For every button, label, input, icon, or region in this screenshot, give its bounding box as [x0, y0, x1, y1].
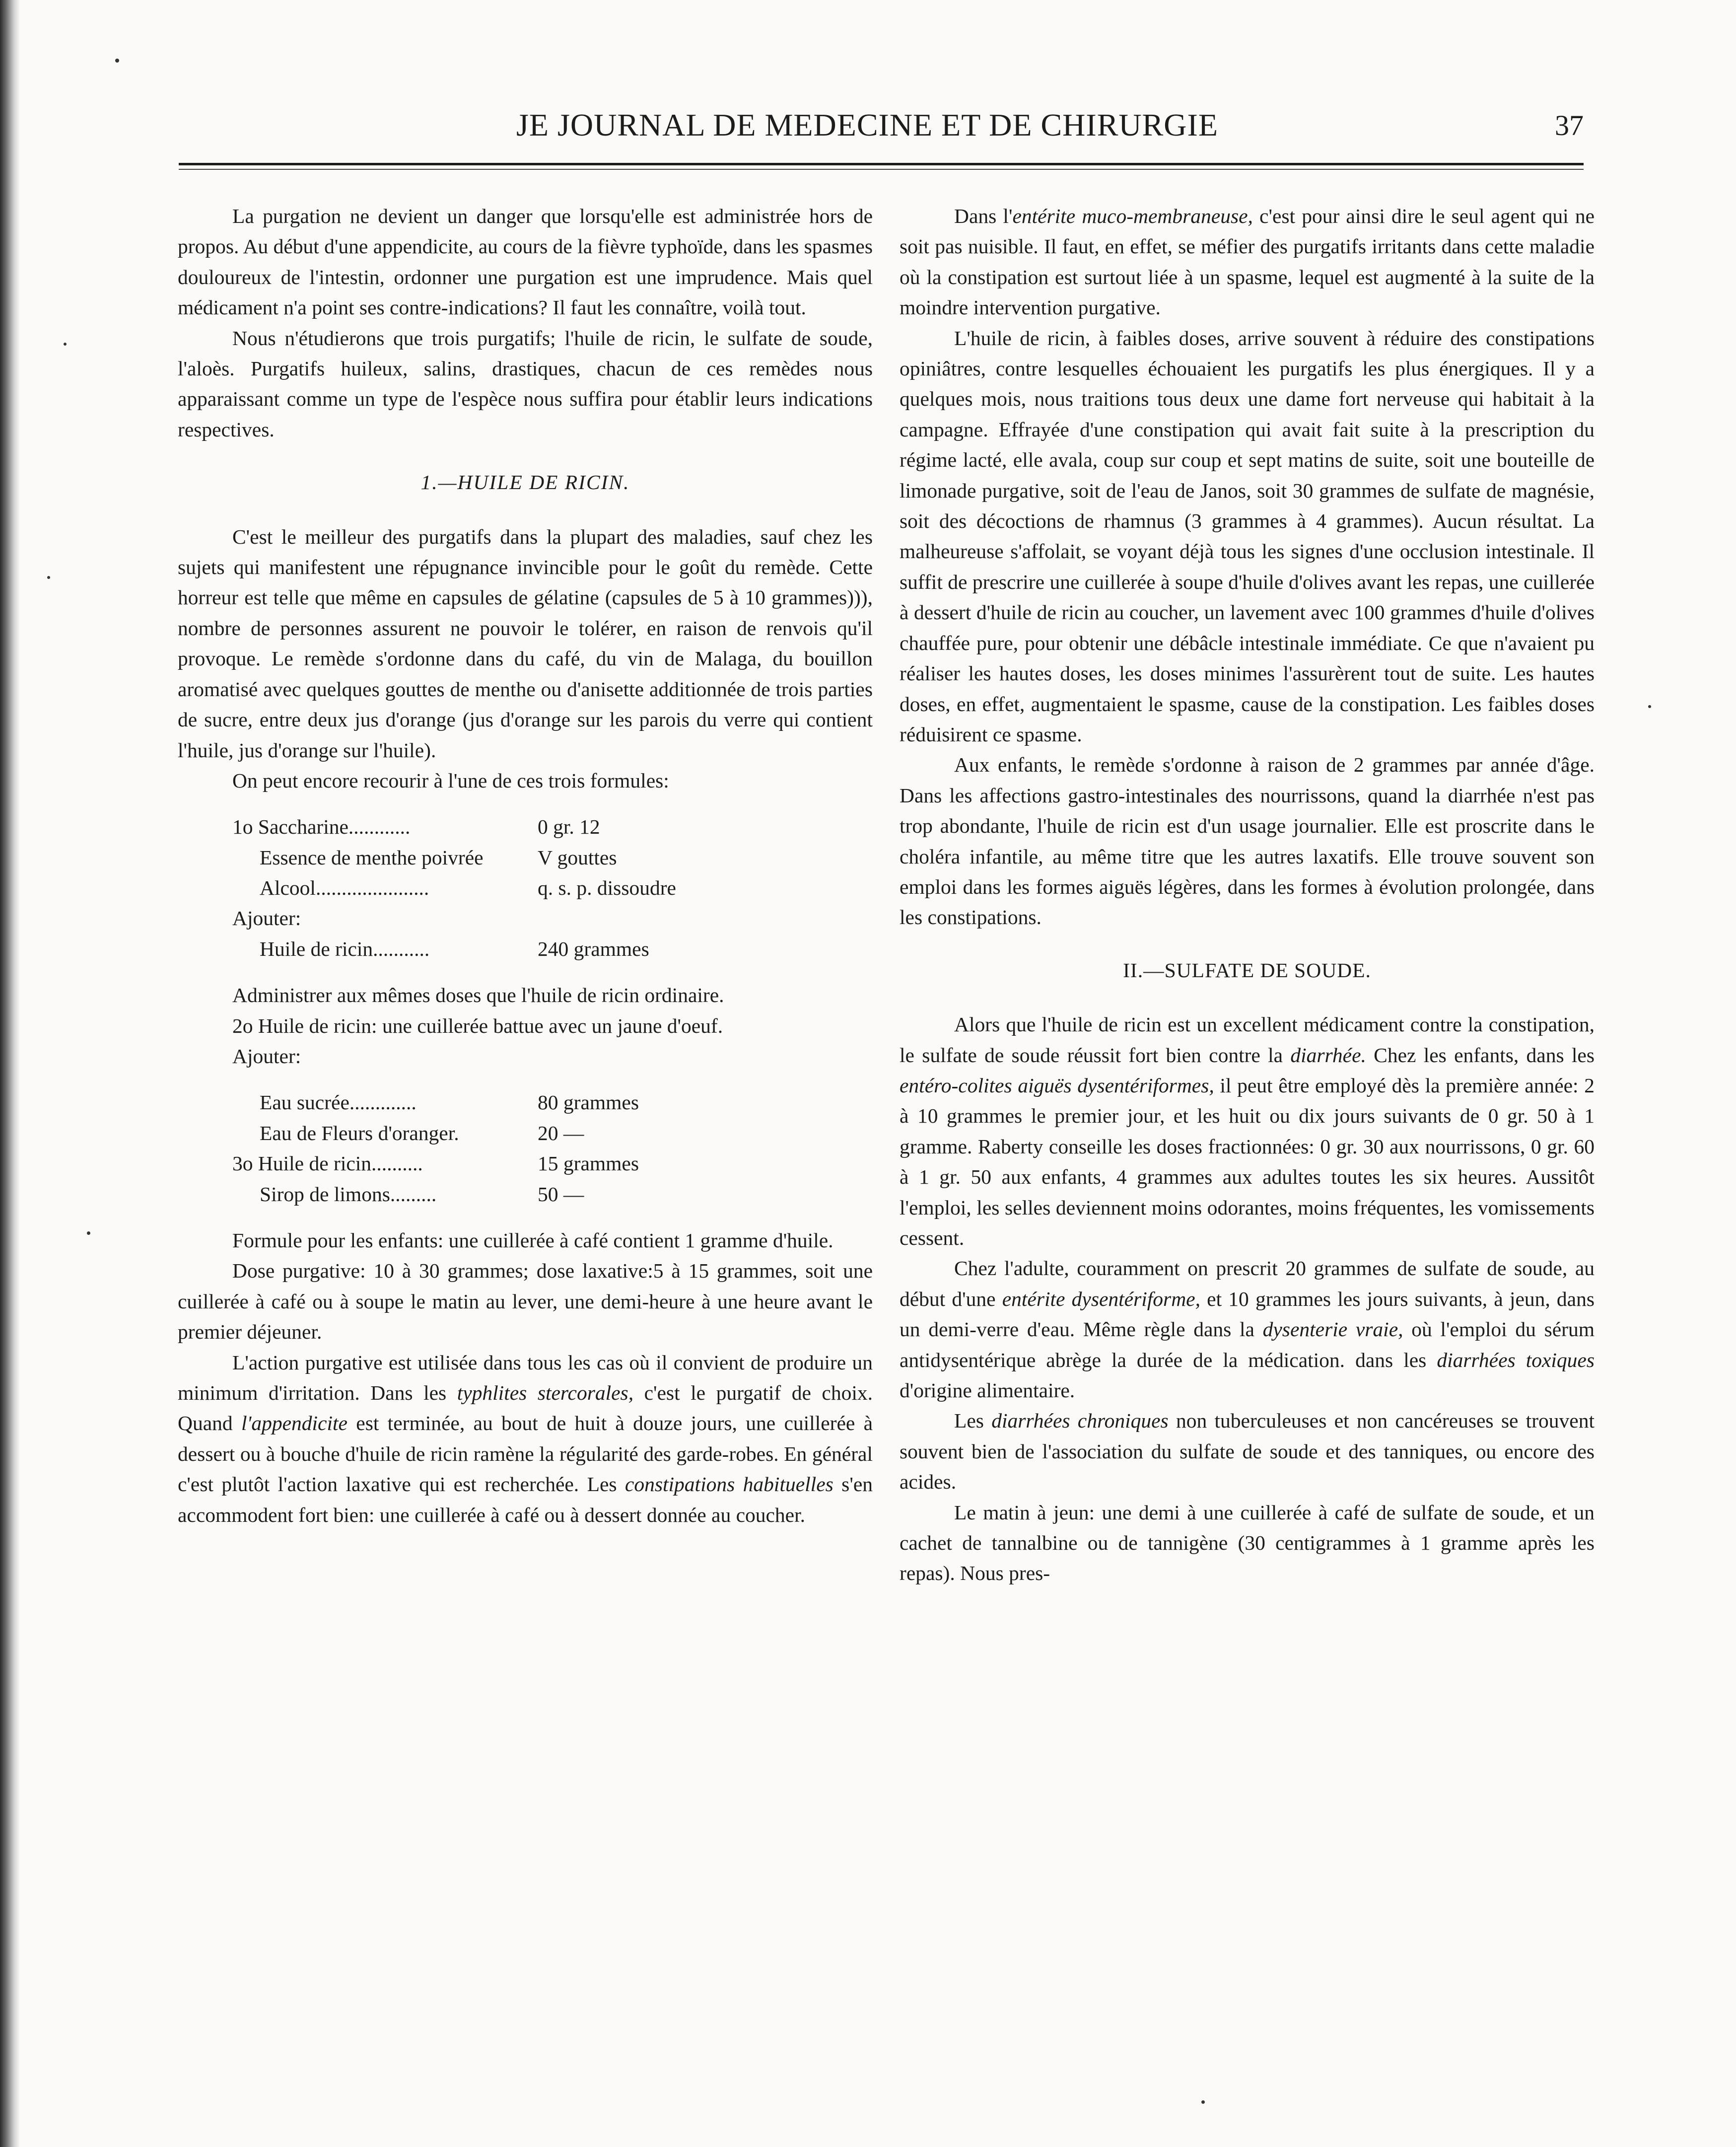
- italic-term: entérite muco-membraneuse,: [1012, 205, 1253, 227]
- right-column: [900, 201, 1595, 1589]
- formula-row: [178, 873, 873, 903]
- text-run: Dans l': [954, 205, 1013, 227]
- text-run: Alors que l'huile de ricin est un excellent médicament contre la constipation, le sulfate de soude réussit fort bien contre la: [900, 1013, 1595, 1067]
- italic-term: l'appendicite: [241, 1412, 347, 1435]
- paragraph: L'huile de ricin, à faibles doses, arrive souvent à réduire des constipations opiniâtres, contre lesquelles échouaient les purgatifs les plus énergiques. Il y a quelques mois, nous traitions tous deux une dame fort nerveuse qui habitait à la campagne. Effrayée d'une constipation qui avait fait suite à la prescription du régime lacté, elle avala, coup sur coup et sept matins de suite, soit une bouteille de limonade purgative, soit de l'eau de Janos, soit 30 grammes de sulfate de magnésie, soit des décoctions de rhamnus (3 grammes à 4 grammes). Aucun résultat. La malheureuse s'affolait, se voyant déjà tous les signes d'une occlusion intestinale. Il suffit de prescrire une cuillerée à soupe d'huile d'olives avant les repas, une cuillerée à dessert d'huile de ricin au coucher, un lavement avec 100 grammes d'huile d'olives chauffée pure, pour obtenir une débâcle intestinale immédiate. Ce que n'avaient pu réaliser les hautes doses, les doses minimes l'assurèrent tout de suite. Les hautes doses, en effet, augmentaient le spasme, cause de la constipation. Les faibles doses réduisirent ce spasme.: [900, 326, 1595, 746]
- formula-row: [178, 1148, 873, 1179]
- paragraph: Ajouter:: [232, 1045, 301, 1068]
- paragraph: Formule pour les enfants: une cuillerée à café contient 1 gramme d'huile.: [232, 1229, 833, 1252]
- scan-speck: [115, 59, 119, 63]
- running-title: JE JOURNAL DE MEDECINE ET DE CHIRURGIE: [516, 107, 1218, 143]
- formula-quantity: 20 —: [538, 1121, 584, 1145]
- formula-instruction: Ajouter:: [232, 907, 301, 930]
- paragraph: [900, 1253, 1595, 1406]
- paragraph: Aux enfants, le remède s'ordonne à raison de 2 grammes par année d'âge. Dans les affections gastro-intestinales des nourrissons, quand la diarrhée n'est pas trop abondante, l'huile de ricin est d'un usage journalier. Elle est proscrite dans le choléra infantile, au même titre que les autres laxatifs. Elle trouve souvent son emploi dans les formes aiguës légères, dans les formes à évolution prolongée, dans les constipations.: [900, 753, 1595, 929]
- formula-row: [178, 1118, 873, 1148]
- formula-ingredient: Huile de ricin...........: [260, 937, 430, 960]
- scan-binding-shadow: [0, 0, 20, 2147]
- formula-quantity: 80 grammes: [538, 1091, 639, 1114]
- italic-term: dysenterie vraie,: [1262, 1318, 1403, 1341]
- formula-row: [178, 1179, 873, 1210]
- text-run: L'action purgative est utilisée dans tous les cas où il convient de produire un minimum d'irritation. Dans les: [178, 1351, 873, 1405]
- paragraph: On peut encore recourir à l'une de ces trois formules:: [232, 769, 669, 792]
- header-rule-thin: [179, 169, 1584, 170]
- text-run: c'est le purgatif de choix. Quand: [178, 1381, 873, 1435]
- paragraph: Le matin à jeun: une demi à une cuillerée à café de sulfate de soude, et un cachet de tannalbine ou de tannigène (30 centigrammes à 1 gramme après les repas). Nous pres-: [900, 1501, 1595, 1585]
- formula-quantity: 15 grammes: [538, 1152, 639, 1175]
- formula-row: [178, 812, 873, 842]
- scan-speck: [1648, 705, 1651, 708]
- text-run: est terminée, au bout de huit à douze jours, une cuillerée à dessert ou à bouche d'huile de ricin ramène la régularité des garde-robes. En général c'est plutôt l'action laxative qui est recherchée. Les: [178, 1412, 873, 1496]
- text-run: d'origine alimentaire.: [900, 1379, 1075, 1402]
- text-run: où l'emploi du sérum antidysentérique abrège la durée de la médication. dans les: [900, 1318, 1595, 1371]
- scan-speck: [64, 343, 67, 346]
- text-run: non tuberculeuses et non cancéreuses se trouvent souvent bien de l'association du sulfate de soude et des tanniques, ou encore des acides.: [900, 1409, 1595, 1494]
- section-title-sulfate-de-soude: II.—SULFATE DE SOUDE.: [1123, 958, 1371, 982]
- italic-term: diarrhées chroniques: [991, 1409, 1169, 1432]
- formula-quantity: 0 gr. 12: [538, 815, 600, 839]
- paragraph: 2o Huile de ricin: une cuillerée battue avec un jaune d'oeuf.: [232, 1014, 723, 1037]
- paragraph: La purgation ne devient un danger que lorsqu'elle est administrée hors de propos. Au début d'une appendicite, au cours de la fièvre typhoïde, dans les spasmes douloureux de l'intestin, ordonner une purgation est une imprudence. Mais quel médicament n'a point ses contre-indications? Il faut les connaître, voilà tout.: [178, 205, 873, 319]
- text-run: c'est pour ainsi dire le seul agent qui ne soit pas nuisible. Il faut, en effet, se méfier des purgatifs irritants dans cette maladie où la constipation est surtout liée à un spasme, lequel est augmenté à la suite de la moindre intervention purgative.: [900, 205, 1595, 319]
- text-run: Chez l'adulte, couramment on prescrit 20 grammes de sulfate de soude, au début d'une: [900, 1257, 1595, 1310]
- left-column: [178, 201, 873, 1530]
- formula-1: [178, 812, 873, 964]
- italic-term: diarrhée.: [1290, 1043, 1366, 1067]
- italic-term: typhlites stercorales,: [457, 1381, 634, 1405]
- page-header: [179, 102, 1584, 156]
- text-run: s'en accommodent fort bien: une cuillerée à café ou à dessert donnée au coucher.: [178, 1473, 873, 1526]
- formula-row: [178, 1087, 873, 1118]
- paragraph: C'est le meilleur des purgatifs dans la plupart des maladies, sauf chez les sujets qui manifestent une répugnance invincible pour le goût du remède. Cette horreur est telle que même en capsules de gélatine (capsules de 5 à 10 grammes))), nombre de personnes assurent ne pouvoir le tolérer, en raison de renvois qu'il provoque. Le remède s'ordonne dans du café, du vin de Malaga, du bouillon aromatisé avec quelques gouttes de menthe ou d'anisette additionnée de trois parties de sucre, entre deux jus d'orange (jus d'orange sur les parois du verre qui contient l'huile, jus d'orange sur l'huile).: [178, 525, 873, 762]
- text-run: Chez les enfants, dans les: [1366, 1043, 1595, 1067]
- formula-ingredient: Eau de Fleurs d'oranger.: [260, 1121, 459, 1145]
- header-rule: [179, 163, 1584, 165]
- formula-2: [178, 1087, 873, 1210]
- paragraph: [178, 1348, 873, 1530]
- formula-row: [178, 934, 873, 964]
- scan-speck: [1201, 2100, 1205, 2104]
- formula-row: [178, 903, 873, 933]
- formula-quantity: V gouttes: [538, 846, 617, 869]
- page-number: 37: [1555, 109, 1584, 142]
- section-title-huile-de-ricin: 1.—HUILE DE RICIN.: [420, 471, 630, 494]
- italic-term: entéro-colites aiguës dysentériformes,: [900, 1074, 1214, 1097]
- scan-speck: [87, 1231, 90, 1235]
- formula-ingredient: Sirop de limons.........: [260, 1182, 437, 1206]
- paragraph: [900, 1009, 1595, 1253]
- formula-ingredient: 1o Saccharine............: [232, 815, 411, 839]
- italic-term: diarrhées toxiques: [1437, 1348, 1595, 1371]
- paragraph: Nous n'étudierons que trois purgatifs; l'huile de ricin, le sulfate de soude, l'aloès. Purgatifs huileux, salins, drastiques, chacun de ces remèdes nous apparaissant comme un type de l'espèce nous suffira pour établir leurs indications respectives.: [178, 326, 873, 441]
- formula-ingredient: Alcool......................: [260, 876, 429, 900]
- formula-quantity: 50 —: [538, 1182, 584, 1206]
- paragraph: Dose purgative: 10 à 30 grammes; dose laxative:5 à 15 grammes, soit une cuillerée à café ou à soupe le matin au lever, une demi-heure à une heure avant le premier déjeuner.: [178, 1259, 873, 1344]
- paragraph: Administrer aux mêmes doses que l'huile de ricin ordinaire.: [232, 984, 724, 1007]
- italic-term: constipations habituelles: [625, 1473, 833, 1496]
- text-run: et 10 grammes les jours suivants, à jeun, dans un demi-verre d'eau. Même règle dans la: [900, 1287, 1595, 1341]
- formula-ingredient: Essence de menthe poivrée: [260, 846, 484, 869]
- formula-row: [178, 843, 873, 873]
- formula-quantity: q. s. p. dissoudre: [538, 876, 676, 900]
- formula-quantity: 240 grammes: [538, 937, 649, 960]
- paragraph: [900, 201, 1595, 323]
- paragraph: [900, 1406, 1595, 1497]
- text-run: il peut être employé dès la première année: 2 à 10 grammes le premier jour, et les huit ou dix jours suivants de 0 gr. 50 à 1 gramme. Raberty conseille les doses fractionnées: 0 gr. 30 aux nourrissons, 0 gr. 60 à 1 gr. 50 aux enfants, 4 grammes aux adultes toutes les six heures. Aussitôt l'emploi, les selles deviennent moins odorantes, moins fréquentes, les vomissements cessent.: [900, 1074, 1595, 1249]
- text-run: Les: [954, 1409, 992, 1432]
- scan-speck: [47, 576, 50, 579]
- formula-ingredient: Eau sucrée.............: [260, 1091, 417, 1114]
- italic-term: entérite dysentériforme,: [1002, 1287, 1200, 1310]
- formula-ingredient: 3o Huile de ricin..........: [232, 1152, 423, 1175]
